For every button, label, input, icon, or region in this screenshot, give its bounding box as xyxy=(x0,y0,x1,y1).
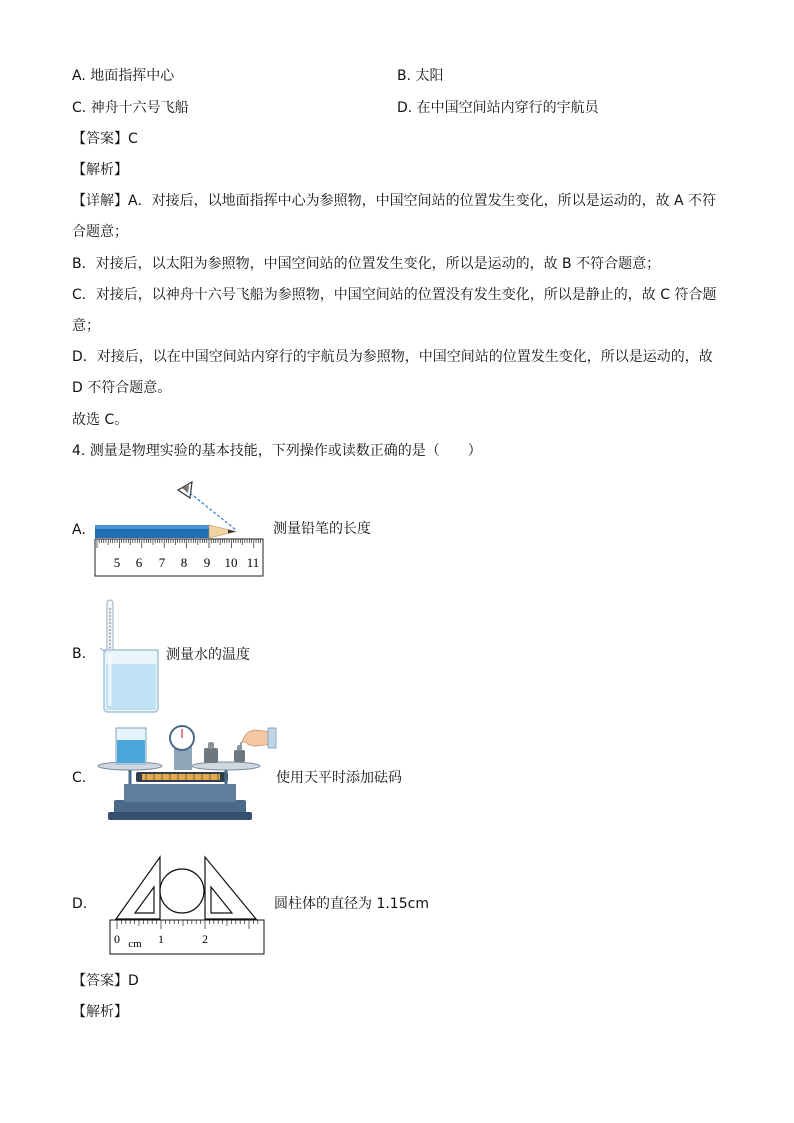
detail-a-line2: 合题意； xyxy=(72,224,128,240)
detail-d-line1: D．对接后，以在中国空间站内穿行的宇航员为参照物，中国空间站的位置发生变化，所以是运动的，故 xyxy=(72,349,713,365)
pencil xyxy=(95,525,236,538)
detail-c-line2: 意； xyxy=(72,318,100,334)
option-c: C. 神舟十六号飞船 xyxy=(72,100,189,116)
ruler-label-9: 9 xyxy=(203,555,211,570)
q4-d-letter: D. xyxy=(72,896,88,912)
conclusion-q3: 故选 C。 xyxy=(72,412,129,428)
weight-icon xyxy=(234,745,245,762)
ruler-label-6: 6 xyxy=(135,555,143,570)
ruler-label-5: 5 xyxy=(113,555,121,570)
right-triangle xyxy=(205,857,256,919)
analysis-label-q4: 【解析】 xyxy=(72,1004,128,1020)
beaker-icon xyxy=(116,728,146,764)
ruler-label-10: 10 xyxy=(224,555,238,570)
right-pan xyxy=(192,762,260,770)
detail-b: B．对接后，以太阳为参照物，中国空间站的位置发生变化，所以是运动的，故 B 不符合题意； xyxy=(72,256,661,272)
sight-line xyxy=(190,493,236,530)
thermometer-beaker-figure xyxy=(96,598,168,714)
cylinder-circle xyxy=(160,869,204,913)
ruler-label-2: 2 xyxy=(202,932,208,946)
detail-a-line1: 【详解】A．对接后，以地面指挥中心为参照物，中国空间站的位置发生变化，所以是运动的，故 A 不符 xyxy=(72,193,717,209)
q4-a-letter: A. xyxy=(72,522,86,538)
q4-b-caption: 测量水的温度 xyxy=(166,647,250,663)
q4-c-letter: C. xyxy=(72,770,87,786)
ruler-label-11: 11 xyxy=(246,555,260,570)
answer-q3: 【答案】C xyxy=(72,131,138,147)
detail-d-line2: D 不符合题意。 xyxy=(72,380,172,396)
ruler-label-1: 1 xyxy=(158,932,164,946)
answer-q4: 【答案】D xyxy=(72,973,139,989)
option-d: D. 在中国空间站内穿行的宇航员 xyxy=(397,100,599,116)
option-a: A. 地面指挥中心 xyxy=(72,68,175,84)
question-4-stem: 4. 测量是物理实验的基本技能，下列操作或读数正确的是（ ） xyxy=(72,443,482,459)
left-triangle xyxy=(116,857,160,919)
triangle-cylinder-figure xyxy=(108,853,268,956)
analysis-label-q3: 【解析】 xyxy=(72,162,128,178)
q4-a-caption: 测量铅笔的长度 xyxy=(273,521,371,537)
ruler-label-0: 0 xyxy=(114,932,120,946)
detail-c-line1: C．对接后，以神舟十六号飞船为参照物，中国空间站的位置没有发生变化，所以是静止的，故 C 符合题 xyxy=(72,287,717,303)
ruler-label-7: 7 xyxy=(158,555,166,570)
option-b: B. 太阳 xyxy=(397,68,444,84)
hand-icon xyxy=(241,728,276,748)
weight-icon xyxy=(204,742,218,763)
eye-icon xyxy=(178,482,192,498)
balance-figure xyxy=(96,724,278,824)
q4-c-caption: 使用天平时添加砝码 xyxy=(276,770,402,786)
q4-d-caption: 圆柱体的直径为 1.15cm xyxy=(274,896,429,912)
ruler-label-8: 8 xyxy=(180,555,188,570)
ruler-unit-cm: cm xyxy=(128,938,142,950)
q4-b-letter: B. xyxy=(72,646,87,662)
pencil-ruler-figure xyxy=(90,478,270,580)
beaker-icon xyxy=(100,648,158,712)
